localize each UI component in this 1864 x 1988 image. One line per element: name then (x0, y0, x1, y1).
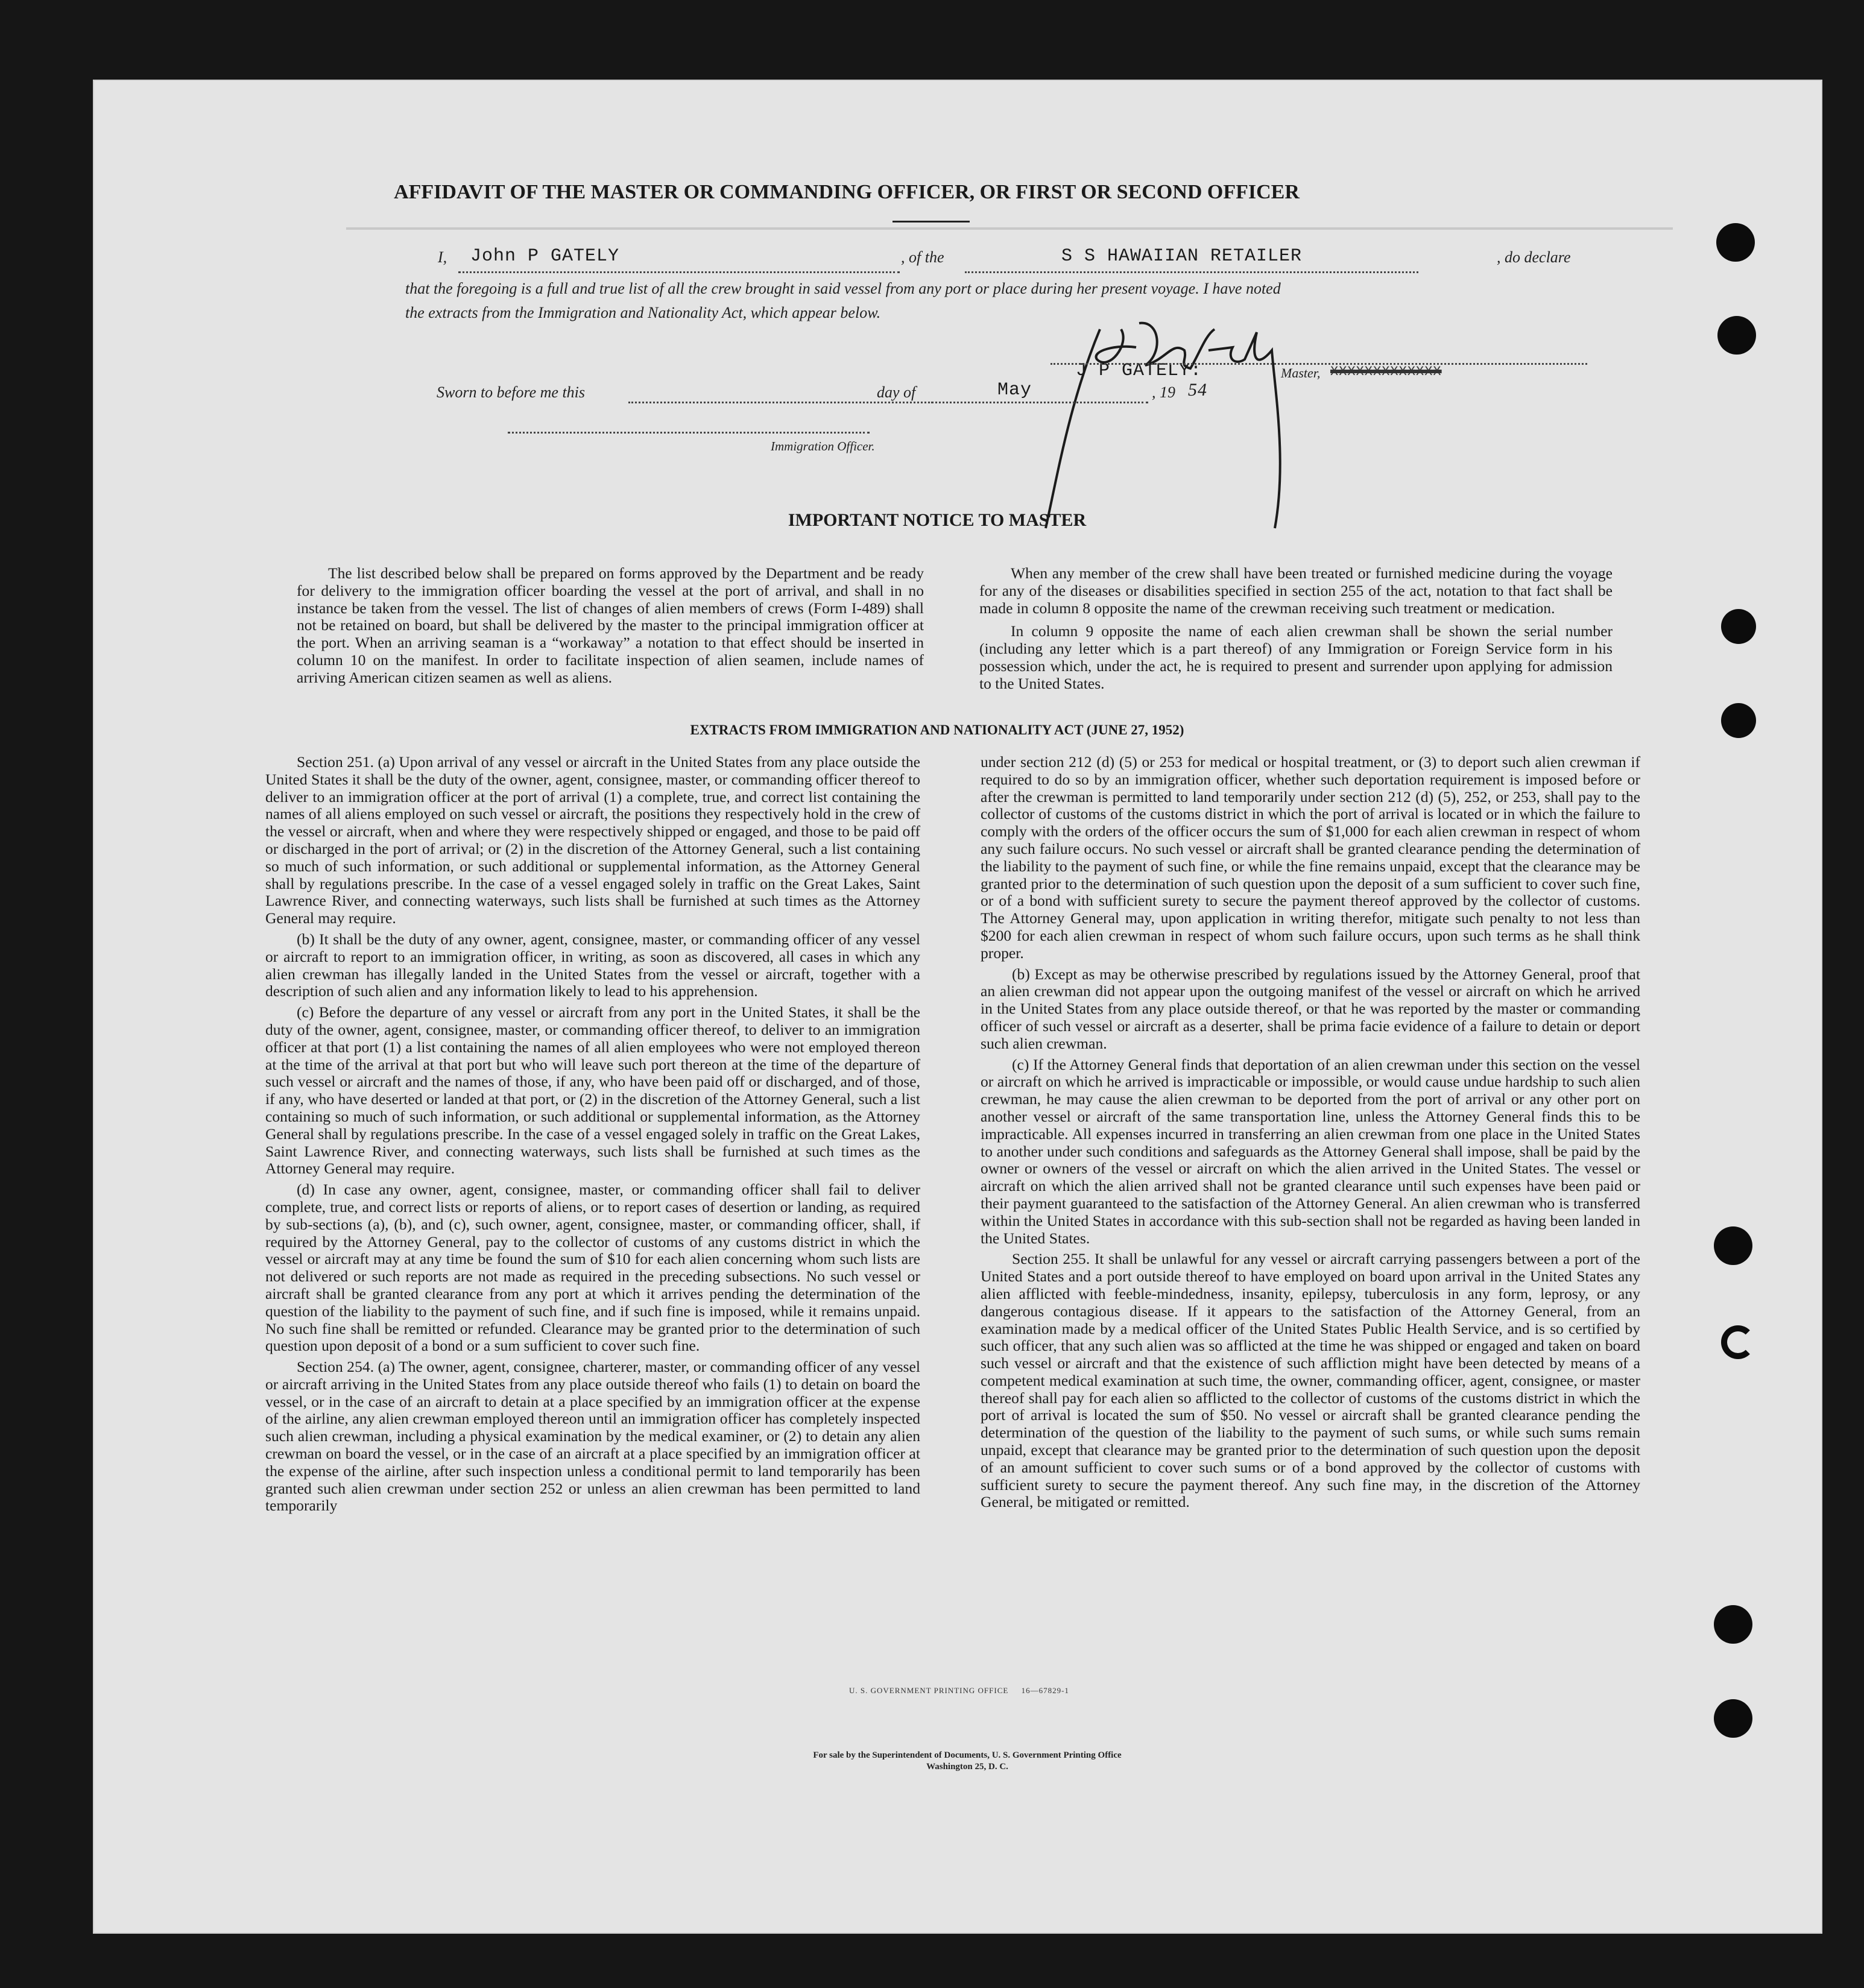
vessel-blank (965, 256, 1418, 273)
year-suffix: 54 (1188, 380, 1207, 400)
punch-hole (1716, 223, 1755, 262)
punch-hole (1714, 1226, 1752, 1265)
month-blank (931, 386, 1148, 403)
section-251-c: (c) Before the departure of any vessel or aircraft from any port in the United States, it shall be the duty of the owner, agent, consignee, master, or commanding officer thereof, to deliver to an immigration officer at that port (1) a list containing the names of all alien employees who were not employed thereon at the time of the arrival at that port but who will leave such port thereon at the time of the departure of such vessel or aircraft and the names of those, if any, who have been paid off or discharged, and of those, if any, who have deserted or landed at that port, or (2) in the discretion of the Attorney General, such a list containing so much of such information, or such additional or supplemental information, as the Attorney General shall by regulations prescribe. In the case of a vessel engaged solely in traffic on the Great Lakes, Saint Lawrence River, and connecting waterways, such lists shall be furnished at such times as the Attorney General may require. (265, 1003, 920, 1178)
punch-hole (1714, 1699, 1752, 1738)
affidavit-title: AFFIDAVIT OF THE MASTER OR COMMANDING OFFICER, OR FIRST OR SECOND OFFICER (394, 181, 1300, 203)
officer-label: Immigration Officer. (771, 439, 875, 453)
title-rule (893, 221, 970, 222)
signature-rule (1050, 363, 1587, 365)
punch-hole (1717, 316, 1756, 355)
footer-line-1: For sale by the Superintendent of Documents, U. S. Government Printing Office (813, 1750, 1122, 1760)
punch-hole (1721, 1325, 1755, 1359)
section-254-b: (b) Except as may be otherwise prescribed by regulations issued by the Attorney General, proof that an alien crewman did not appear upon the outgoing manifest of the vessel or aircraft on which he arrived in the United States from any place outside thereof, or that he was reported by the master or commanding officer of such vessel or aircraft as a deserter, shall be prima facie evidence of a failure to detain or deport such alien crewman. (981, 965, 1640, 1052)
vessel-name: S S HAWAIIAN RETAILER (1061, 246, 1303, 267)
extracts-right-column (981, 754, 1640, 1515)
footer (636, 1750, 1299, 1773)
extracts-title: EXTRACTS FROM IMMIGRATION AND NATIONALITY ACT (JUNE 27, 1952) (690, 722, 1184, 737)
footer-line-2: Washington 25, D. C. (926, 1762, 1008, 1772)
section-251-d: (d) In case any owner, agent, consignee, master, or commanding officer shall fail to deliver complete, true, and correct lists or reports of aliens, or to report cases of desertion or landing, as required by sub-sections (a), (b), and (c), such owner, agent, consignee, master, or commanding officer, shall, if required by the Attorney General, pay to the collector of customs of any customs district in which the vessel or aircraft may at any time be found the sum of $10 for each alien concerning whom such lists are not delivered or such reports are not made as required in the preceding subsections. No such vessel or aircraft shall be granted clearance from any port at which it arrives pending the determination of the question of the liability to the payment of such fine, and if such fine is imposed, while it remains unpaid. No such fine shall be remitted or refunded. Clearance may be granted prior to the determination of such question upon deposit of a bond or a sum sufficient to cover such fine. (265, 1181, 920, 1355)
master-label: Master, (1281, 365, 1321, 380)
punch-hole (1721, 703, 1756, 738)
affidavit-line-2: that the foregoing is a full and true list of all the crew brought in said vessel from any port or place during her present voyage. I have noted (405, 280, 1281, 297)
document-page (93, 80, 1822, 1934)
print-line: U. S. GOVERNMENT PRINTING OFFICE 16—67829-1 (849, 1686, 1069, 1695)
affidavit-line-1 (438, 248, 1597, 267)
punch-hole (1714, 1605, 1752, 1644)
typed-signature: J P GATELY: (1076, 361, 1202, 381)
handwritten-signature (1034, 317, 1371, 534)
do-declare-label: , do declare (1497, 248, 1571, 266)
extracts-left-column (265, 754, 920, 1518)
affidavit-line-3: the extracts from the Immigration and Nationality Act, which appear below. (405, 304, 881, 321)
notice-left-text: The list described below shall be prepared on forms approved by the Department and be ready for delivery to the immigration officer boarding the vessel at the port of arrival, and shall in no instance be taken from the vessel. The list of changes of alien members of crews (Form I-489) shall not be retained on board, but shall be delivered by the master to the principal immigration officer at the port. When an arriving seaman is a “workaway” a notation to that effect should be inserted in column 10 on the manifest. In order to facilitate inspection of alien seamen, include names of arriving American citizen seamen as well as aliens. (297, 564, 924, 686)
notice-left-column (297, 565, 924, 690)
officer-rule (508, 432, 870, 434)
sworn-label: Sworn to before me this (437, 383, 586, 401)
section-251-b: (b) It shall be the duty of any owner, agent, consignee, master, or commanding officer of any vessel or aircraft to report to an immigration officer, in writing, as soon as discovered, all cases in which any alien crewman has illegally landed in the United States from the vessel or aircraft, together with a description of such alien and any information likely to lead to his apprehension. (265, 930, 920, 1000)
notice-right-column (979, 565, 1613, 696)
month: May (997, 380, 1032, 400)
i-label: I, (438, 248, 447, 266)
master-name: John P GATELY (470, 246, 620, 267)
section-254-a: Section 254. (a) The owner, agent, consignee, charterer, master, or commanding officer of any vessel or aircraft arriving in the United States from any place outside thereof who fails (1) to detain on board the vessel, or in the case of an aircraft to detain at a place specified by an immigration officer at the expense of the airline, any alien crewman employed thereon until an immigration officer has completely inspected such alien crewman, including a physical examination by the medical examiner, or (2) to detain any alien crewman on board the vessel, or in the case of an aircraft at a place specified by an immigration officer at the expense of the airline, after such inspection unless a conditional permit to land temporarily has been granted such alien crewman under section 252 or unless an alien crewman has been permitted to land temporarily (265, 1358, 920, 1515)
section-254-a-cont: under section 212 (d) (5) or 253 for medical or hospital treatment, or (3) to deport such alien crewman if required to do so by an immigration officer, whether such deportation requirement is imposed before or after the crewman is permitted to land temporarily under section 212 (d) (5), 252, or 253, shall pay to the collector of customs of the customs district in which the port of arrival is located or in which the failure to comply with the orders of the officer occurs the sum of $1,000 for each alien crewman in respect of whom any such failure occurs. No such vessel or aircraft shall be granted clearance pending the determination of the liability to the payment of such fine, or while the fine remains unpaid, except that the clearance may be granted prior to the determination of such question upon the deposit of a sum sufficient to cover such fine, or of a bond with sufficient surety to secure the payment thereof approved by the collector of customs. The Attorney General may, upon application in writing therefor, mitigate such penalty to not less than $200 for each alien crewman in respect of whom such failure occurs, upon such terms as he shall think proper. (981, 753, 1640, 962)
name-blank (458, 256, 900, 273)
year-prefix: , 19 (1152, 383, 1175, 401)
punch-hole (1721, 609, 1756, 644)
notice-title: IMPORTANT NOTICE TO MASTER (788, 510, 1087, 530)
of-the-label: , of the (901, 248, 944, 266)
notice-right-p1: When any member of the crew shall have been treated or furnished medicine during the voyage for any of the diseases or disabilities specified in section 255 of the act, notation to that fact shall be made in column 8 opposite the name of the crewman receiving such treatment or medication. (979, 564, 1613, 617)
section-251-a: Section 251. (a) Upon arrival of any vessel or aircraft in the United States from any place outside the United States it shall be the duty of the owner, agent, consignee, master, or commanding officer thereof to deliver to an immigration officer at the port of arrival (1) a complete, true, and correct list containing the names of all aliens employed on such vessel or aircraft, the positions they respectively hold in the crew of the vessel or aircraft, when and where they were respectively shipped or engaged, and those to be paid off or discharged in the port of arrival; or (2) in the discretion of the Attorney General, such a list containing so much of such information, or such additional or supplemental information, as the Attorney General shall by regulations prescribe. In the case of a vessel engaged solely in traffic on the Great Lakes, Saint Lawrence River, and connecting waterways, such lists shall be furnished at such times as the Attorney General may require. (265, 753, 920, 927)
day-of-label: day of (877, 383, 916, 401)
struck-title: XXXXXXXXXXXXX (1330, 364, 1442, 379)
section-254-c: (c) If the Attorney General finds that deportation of an alien crewman under this section on the vessel or aircraft on which he arrived is impracticable or impossible, or would cause undue hardship to such alien crewman, he may cause the alien crewman to be deported from the port of arrival or any other port on another vessel or aircraft of the same transportation line, unless the Attorney General finds this to be impracticable. All expenses incurred in transferring an alien crewman from one place in the United States to another under such conditions and safeguards as the Attorney General shall impose, shall be paid by the owner or owners of the vessel or aircraft on which the alien arrived in the United States. The vessel or aircraft on which the alien arrived shall not be granted clearance until such expenses have been paid or their payment guaranteed to the satisfaction of the Attorney General. An alien crewman who is transferred within the United States in accordance with this sub-section shall not be regarded as having been landed in the United States. (981, 1055, 1640, 1247)
notice-right-p2: In column 9 opposite the name of each alien crewman shall be shown the serial number (including any letter which is a part thereof) of any Immigration or Foreign Service form in his possession which, under the act, he is required to present and surrender upon applying for admission to the United States. (979, 622, 1613, 692)
section-255: Section 255. It shall be unlawful for any vessel or aircraft carrying passengers between a port of the United States and a port outside thereof to have employed on board upon arrival in the United States any alien afflicted with feeble-mindedness, insanity, epilepsy, tuberculosis in any form, leprosy, or any dangerous contagious disease. If it appears to the satisfaction of the Attorney General, from an examination made by a medical officer of the United States Public Health Service, and is so certified by such officer, that any such alien was so afflicted at the time he was shipped or engaged and taken on board such vessel or aircraft and that the existence of such affliction might have been detected by means of a competent medical examination at such time, the owner, commanding officer, agent, consignee, or master thereof shall pay for each alien so afflicted to the collector of customs of the customs district in which the port of arrival is located the sum of $50. No vessel or aircraft shall be granted clearance pending the determination of the question of the liability to the payment of such sums, or while such sums remain unpaid, except that clearance may be granted prior to the determination of such question upon the deposit of an amount sufficient to cover such sums or of a bond approved by the collector of customs with sufficient surety to secure the payment thereof. Any such fine may, in the discretion of the Attorney General, be mitigated or remitted. (981, 1250, 1640, 1511)
